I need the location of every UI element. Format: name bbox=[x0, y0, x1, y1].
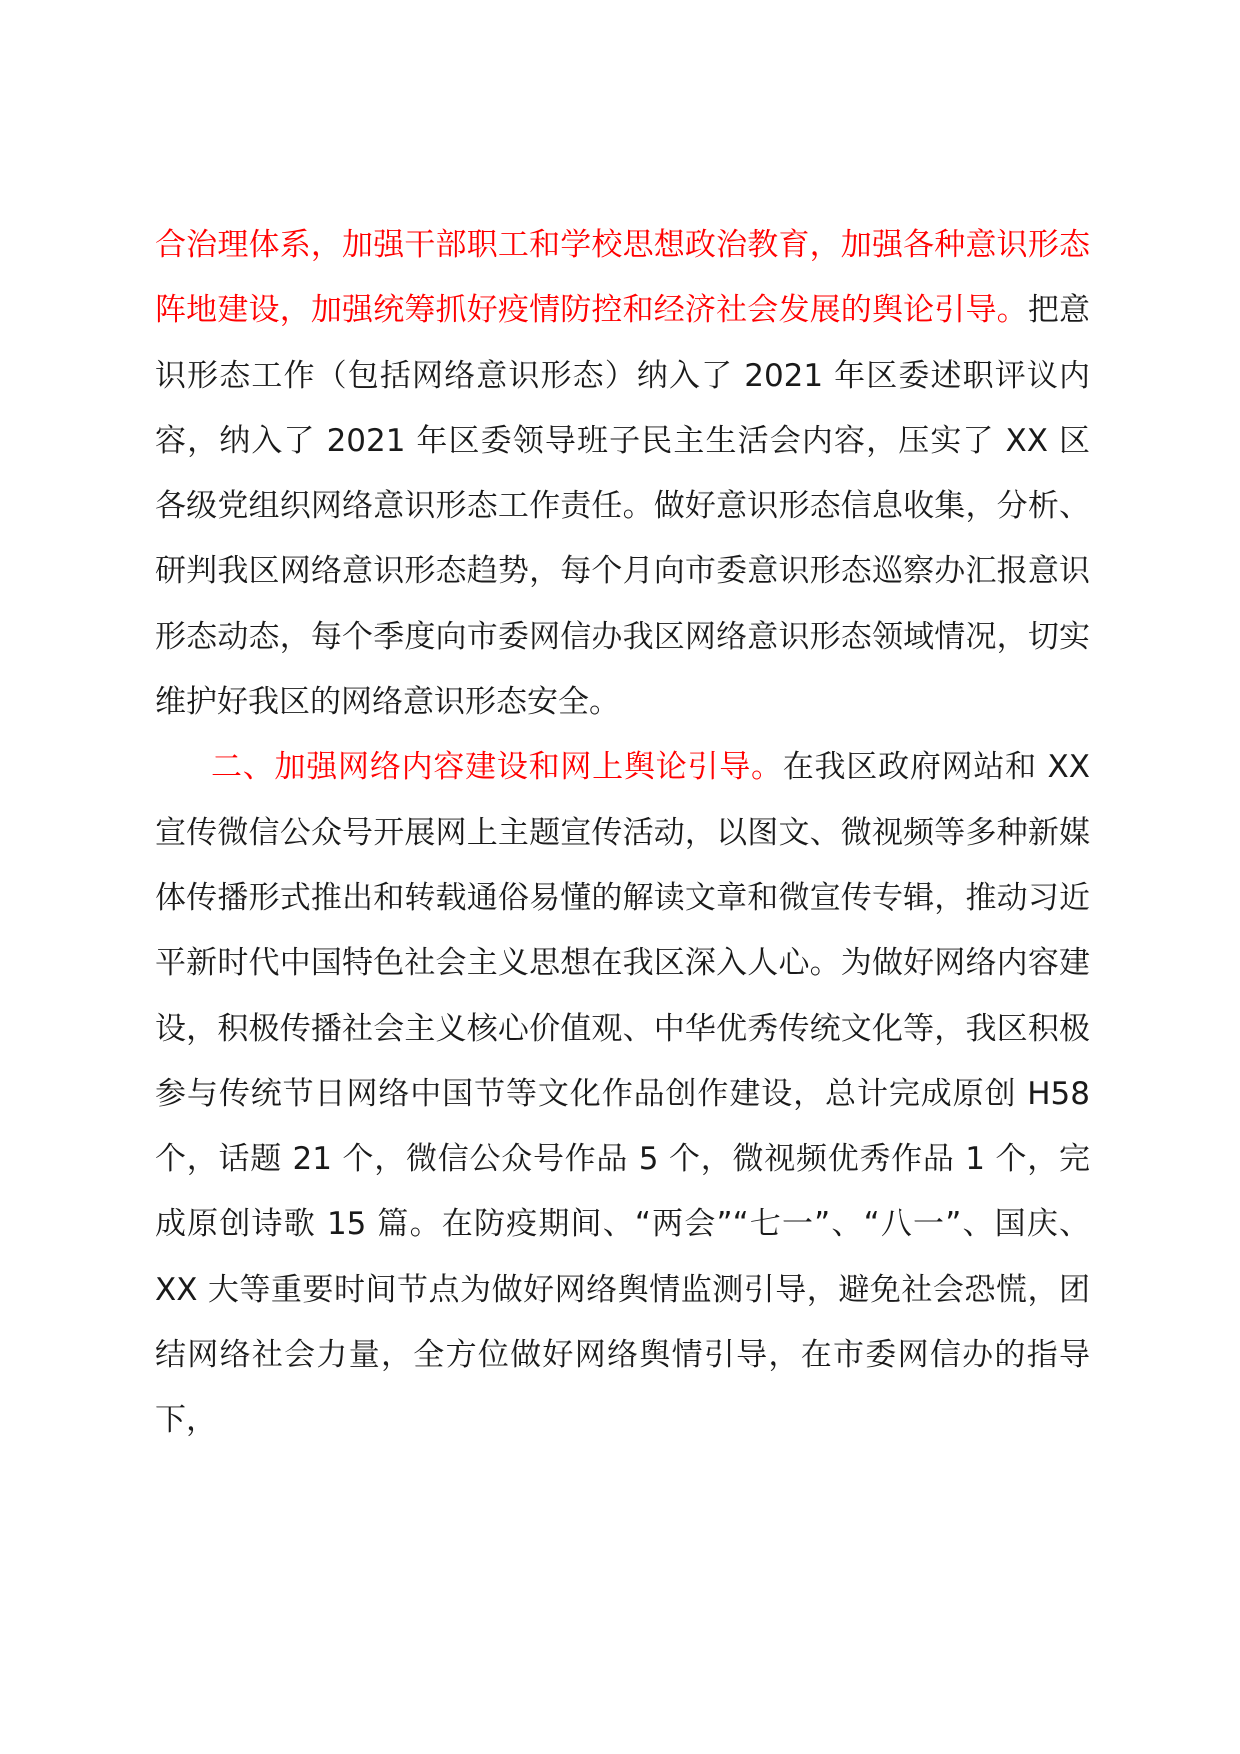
paragraph-continued bbox=[155, 213, 1090, 735]
highlighted-text: 合治理体系，加强干部职工和学校思想政治教育，加强各种意识形态阵地建设，加强统筹抓好疫情防控和经济社会发展的舆论引导。 bbox=[155, 227, 1090, 329]
document-page bbox=[155, 213, 1090, 1454]
body-text: 把意识形态工作（包括网络意识形态）纳入了 2021 年区委述职评议内容，纳入了 2021 年区委领导班子民主生活会内容，压实了 XX 区各级党组织网络意识形态工作责任。做好意识形态信息收集，分析、研判我区网络意识形态趋势，每个月向市委意识形态巡察办汇报意识形态动态，每个季度向市委网信办我区网络意识形态领域情况，切实维护好我区的网络意识形态安全。 bbox=[155, 292, 1091, 721]
section-heading: 二、加强网络内容建设和网上舆论引导。 bbox=[211, 749, 783, 786]
paragraph-section-two bbox=[155, 735, 1090, 1453]
body-text: 在我区政府网站和 XX 宣传微信公众号开展网上主题宣传活动，以图文、微视频等多种新媒体传播形式推出和转载通俗易懂的解读文章和微宣传专辑，推动习近平新时代中国特色社会主义思想在我区深入人心。为做好网络内容建设，积极传播社会主义核心价值观、中华优秀传统文化等，我区积极参与传统节日网络中国节等文化作品创作建设，总计完成原创 H58 个，话题 21 个，微信公众号作品 5 个，微视频优秀作品 1 个，完成原创诗歌 15 篇。在防疫期间、“两会”“七一”、“八一”、国庆、XX 大等重要时间节点为做好网络舆情监测引导，避免社会恐慌，团结网络社会力量，全方位做好网络舆情引导，在市委网信办的指导下， bbox=[155, 749, 1090, 1439]
